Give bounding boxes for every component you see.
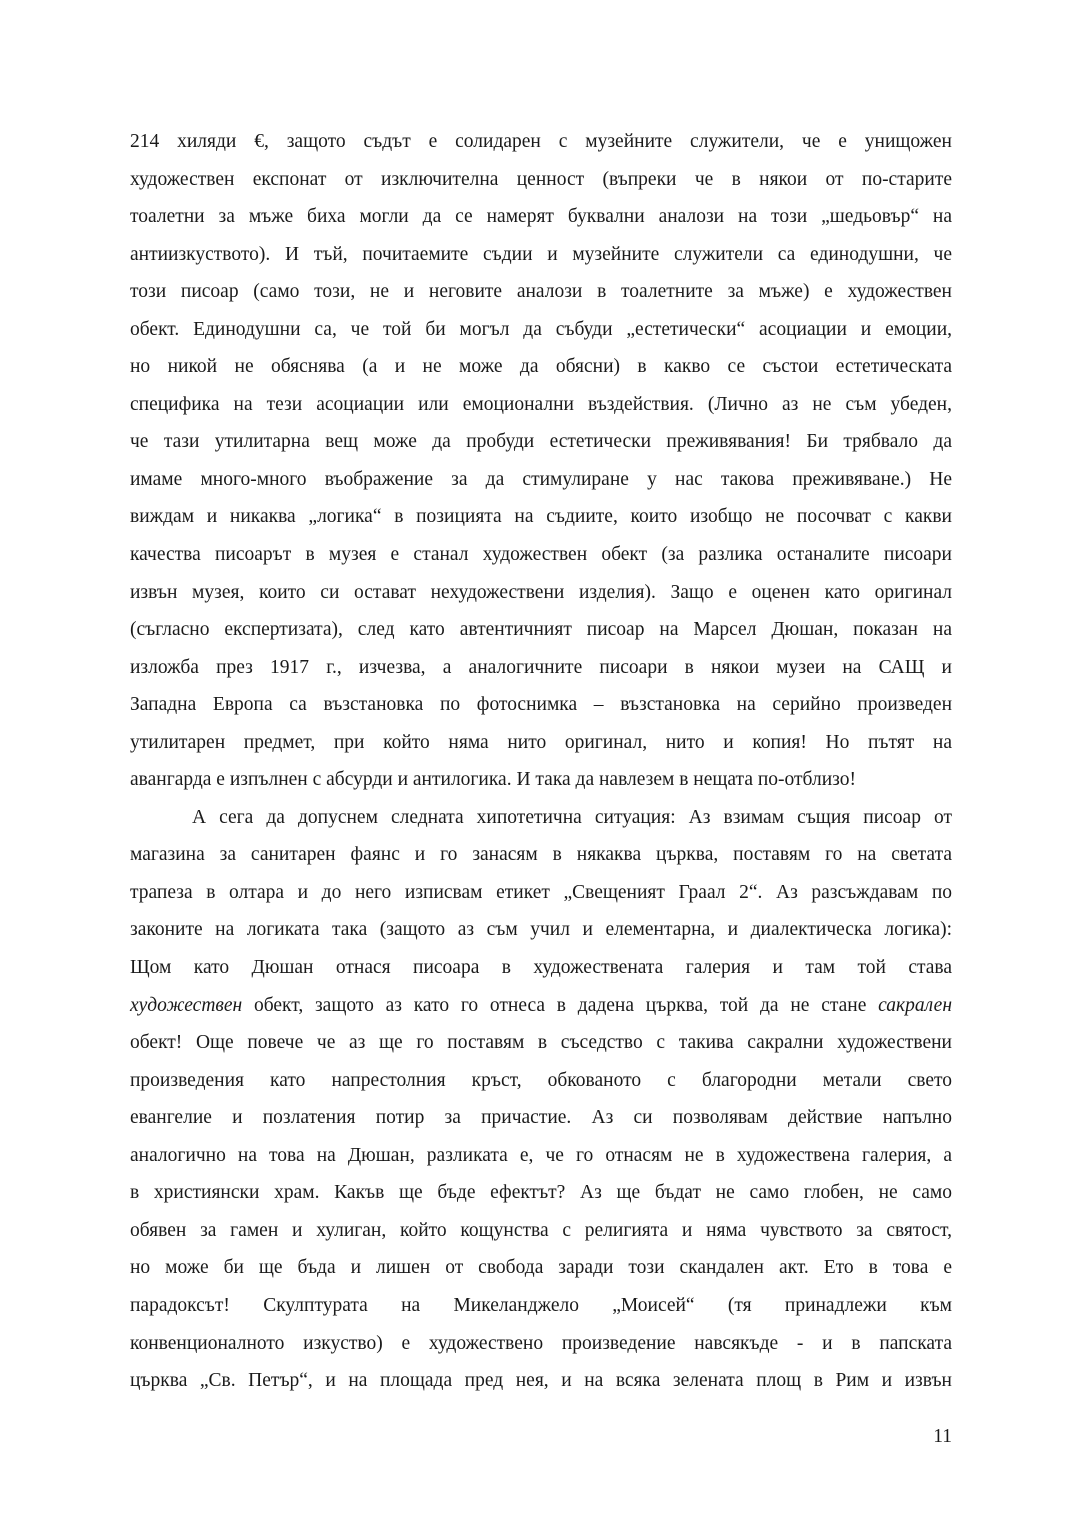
text-line: магазина за санитарен фаянс и го занасям в някаква църква, поставям го на светата xyxy=(130,844,952,866)
text-line: в християнски храм. Какъв ще бъде ефектът? Аз ще бъдат не само глобен, не само xyxy=(130,1182,952,1204)
text-line: извън музея, които си остават нехудожествени изделия). Защо е оценен като оригинал xyxy=(130,581,952,603)
text-span: обект, защото аз като го отнеса в дадена църква, той да не стане xyxy=(242,994,879,1016)
text-line: художествен експонат от изключителна ценност (въпреки че в някои от по-старите xyxy=(130,168,952,190)
text-line: качества писоарът в музея е станал художествен обект (за разлика останалите писоари xyxy=(130,544,952,566)
text-line: произведения като напрестолния кръст, обкованото с благородни метали свето xyxy=(130,1069,952,1091)
text-line: (съгласно експертизата), след като автентичният писоар на Марсел Дюшан, показан на xyxy=(130,619,952,641)
text-line: аналогично на това на Дюшан, разликата е, че го отнасям не в художествена галерия, а xyxy=(130,1144,952,1166)
text-line: тоалетни за мъже биха могли да се намерят буквални аналози на този „шедьовър“ на xyxy=(130,206,952,228)
italic-word: сакрален xyxy=(878,994,952,1016)
text-line: но може би ще бъда и лишен от свобода заради този скандален акт. Ето в това е xyxy=(130,1257,952,1279)
text-line: обект! Още повече че аз ще го поставям в съседство с такива сакрални художествени xyxy=(130,1032,952,1054)
text-line: Щом като Дюшан отнася писоара в художествената галерия и там той става xyxy=(130,957,952,979)
body-text xyxy=(130,127,952,1404)
page-number: 11 xyxy=(933,1426,952,1447)
text-line: че тази утилитарна вещ може да пробуди естетически преживявания! Би трябвало да xyxy=(130,431,952,453)
text-line: авангарда е изпълнен с абсурди и антилогика. И така да навлезем в нещата по-отблизо! xyxy=(130,769,856,791)
text-line: утилитарен предмет, при който няма нито оригинал, нито и копия! Но пътят на xyxy=(130,731,952,753)
text-line: този писоар (само този, не и неговите аналози в тоалетните за мъже) е художествен xyxy=(130,281,952,303)
text-line: А сега да допуснем следната хипотетична ситуация: Аз взимам същия писоар от xyxy=(192,806,952,828)
text-line: конвенционалното изкуство) е художествено произведение навсякъде - и в папската xyxy=(130,1332,952,1354)
text-line: евангелие и позлатения потир за причастие. Аз си позволявам действие напълно xyxy=(130,1107,952,1129)
text-line: църква „Св. Петър“, и на площада пред нея, и на всяка зелената площ в Рим и извън xyxy=(130,1370,952,1392)
text-line: изложба през 1917 г., изчезва, а аналогичните писоари в някои музеи на САЩ и xyxy=(130,656,952,678)
text-line: 214 хиляди €, защото съдът е солидарен с музейните служители, че е унищожен xyxy=(130,131,952,152)
text-line: Западна Европа са възстановка по фотоснимка – възстановка на серийно произведен xyxy=(130,694,952,716)
text-line: трапеза в олтара и до него изписвам етикет „Свещеният Граал 2“. Аз разсъждавам по xyxy=(130,881,952,903)
text-line: специфика на тези асоциации или емоционални въздействия. (Лично аз не съм убеден, xyxy=(130,393,952,415)
text-line: имаме много-много въображение за да стимулиране у нас такова преживяване.) Не xyxy=(130,468,952,490)
paragraph xyxy=(130,803,952,1404)
italic-word: художествен xyxy=(130,994,243,1016)
text-line: обявен за гамен и хулиган, който кощунства с религията и няма чувството за святост, xyxy=(130,1219,952,1241)
text-line: законите на логиката така (защото аз съм учил и елементарна, и диалектическа логика): xyxy=(130,919,952,941)
paragraph xyxy=(130,127,952,803)
text-line: антиизкуството). И тъй, почитаемите съдии и музейните служители са единодушни, че xyxy=(130,243,952,265)
text-line: парадоксът! Скулптурата на Микеланджело „Моисей“ (тя принадлежи към xyxy=(130,1294,952,1316)
text-line: но никой не обяснява (а и не може да обясни) в какво се състои естетическата xyxy=(130,356,952,378)
text-line: виждам и никаква „логика“ в позицията на съдиите, които изобщо не посочват с какви xyxy=(130,506,952,528)
text-line: обект. Единодушни са, че той би могъл да събуди „естетически“ асоциации и емоции, xyxy=(130,318,952,340)
text-line-mixed xyxy=(130,991,952,1029)
